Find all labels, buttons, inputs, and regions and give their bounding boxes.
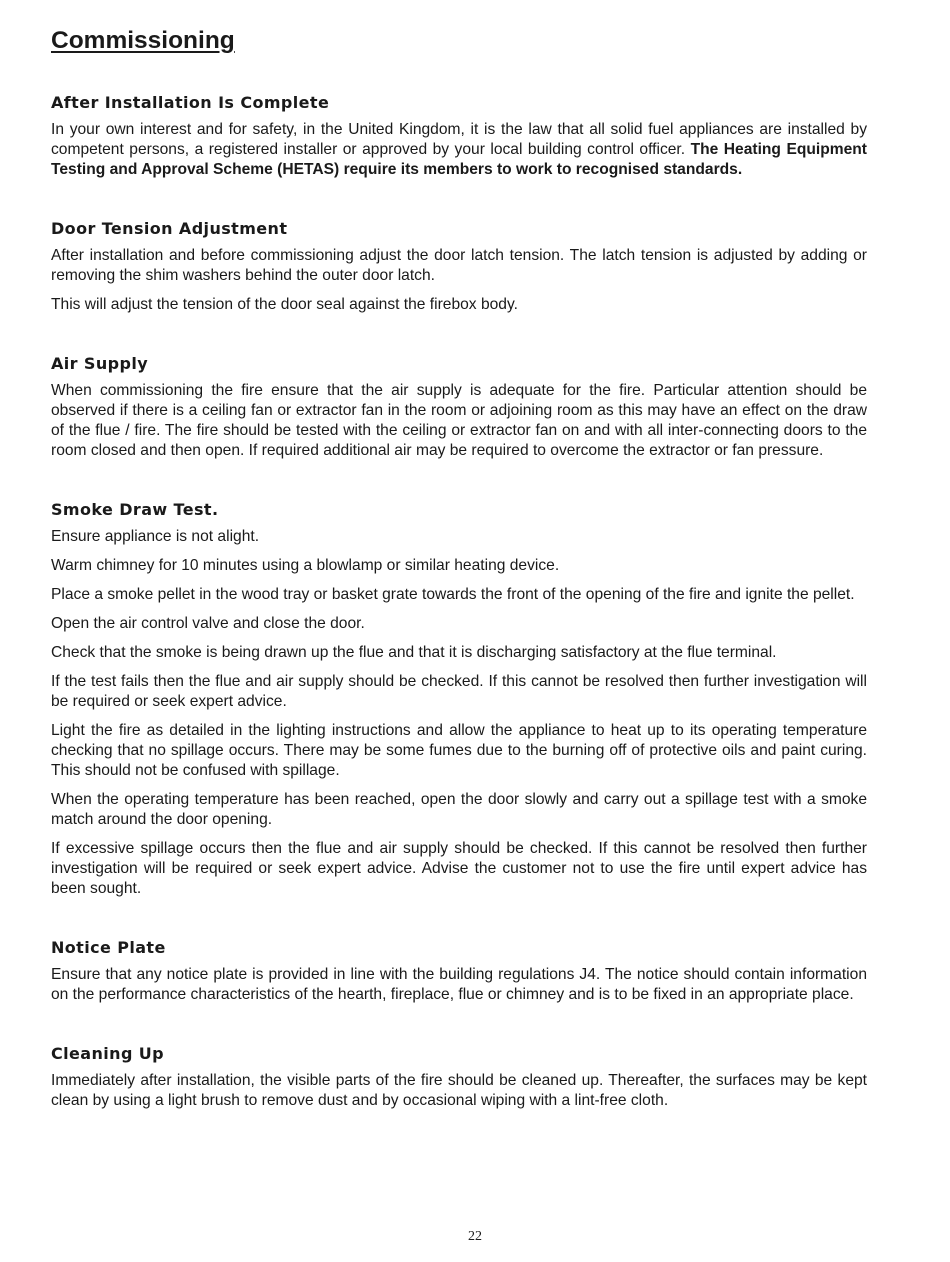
paragraph-bold-text: The Heating Equipment Testing and Approval Scheme (HETAS) require its members to work to recognised standards. <box>51 141 868 178</box>
section-after-installation <box>51 92 867 180</box>
section-heading: Air Supply <box>51 354 149 373</box>
section-cleaning-up <box>51 1043 867 1111</box>
page-number: 22 <box>468 1229 482 1244</box>
section-paragraph: Ensure that any notice plate is provided in line with the building regulations J4. The notice should contain information on the performance characteristics of the hearth, fireplace, flue or chimney and is to be fixed in an appropriate place. <box>51 966 867 1003</box>
section-paragraph: Check that the smoke is being drawn up the flue and that it is discharging satisfactory at the flue terminal. <box>51 644 777 661</box>
section-air-supply <box>51 353 867 461</box>
section-paragraph: Ensure appliance is not alight. <box>51 528 260 545</box>
section-smoke-draw-test <box>51 499 867 899</box>
section-heading: Door Tension Adjustment <box>51 219 288 238</box>
section-heading: Cleaning Up <box>51 1044 165 1063</box>
section-paragraph: Light the fire as detailed in the lighting instructions and allow the appliance to heat up to its operating temperature checking that no spillage occurs. There may be some fumes due to the burning off of protective oils and paint curing. This should not be confused with spillage. <box>51 722 867 779</box>
section-paragraph: Warm chimney for 10 minutes using a blowlamp or similar heating device. <box>51 557 560 574</box>
section-paragraph: When the operating temperature has been reached, open the door slowly and carry out a spillage test with a smoke match around the door opening. <box>51 791 867 828</box>
section-paragraph: Place a smoke pellet in the wood tray or basket grate towards the front of the opening of the fire and ignite the pellet. <box>51 586 855 603</box>
section-paragraph: After installation and before commissioning adjust the door latch tension. The latch tension is adjusted by adding or removing the shim washers behind the outer door latch. <box>51 247 867 284</box>
section-heading: After Installation Is Complete <box>51 93 330 112</box>
section-paragraph: This will adjust the tension of the door seal against the firebox body. <box>51 296 518 313</box>
section-paragraph: Open the air control valve and close the door. <box>51 615 365 632</box>
section-paragraph: If the test fails then the flue and air supply should be checked. If this cannot be resolved then further investigation will be required or seek expert advice. <box>51 673 867 710</box>
section-heading: Notice Plate <box>51 938 166 957</box>
section-paragraph: When commissioning the fire ensure that the air supply is adequate for the fire. Particular attention should be observed if there is a ceiling fan or extractor fan in the room or adjoining room as this may have an effect on the draw of the flue / fire. The fire should be tested with the ceiling or extractor fan on and with all inter-connecting doors to the room closed and then open. If required additional air may be required to overcome the extractor or fan pressure. <box>51 382 867 459</box>
document-page <box>51 24 867 1149</box>
section-paragraph <box>51 120 867 180</box>
section-paragraph: Immediately after installation, the visible parts of the fire should be cleaned up. Thereafter, the surfaces may be kept clean by using a light brush to remove dust and by occasional wiping with a lint-free cloth. <box>51 1072 867 1109</box>
paragraph-text: In your own interest and for safety, in the United Kingdom, it is the law that all solid fuel appliances are installed by competent persons, a registered installer or approved by your local building control officer. <box>51 121 867 158</box>
section-heading: Smoke Draw Test. <box>51 500 219 519</box>
page-title: Commissioning <box>51 27 235 54</box>
section-door-tension <box>51 218 867 315</box>
section-paragraph: If excessive spillage occurs then the flue and air supply should be checked. If this cannot be resolved then further investigation will be required or seek expert advice. Advise the customer not to use the fire until expert advice has been sought. <box>51 840 867 897</box>
section-notice-plate <box>51 937 867 1005</box>
